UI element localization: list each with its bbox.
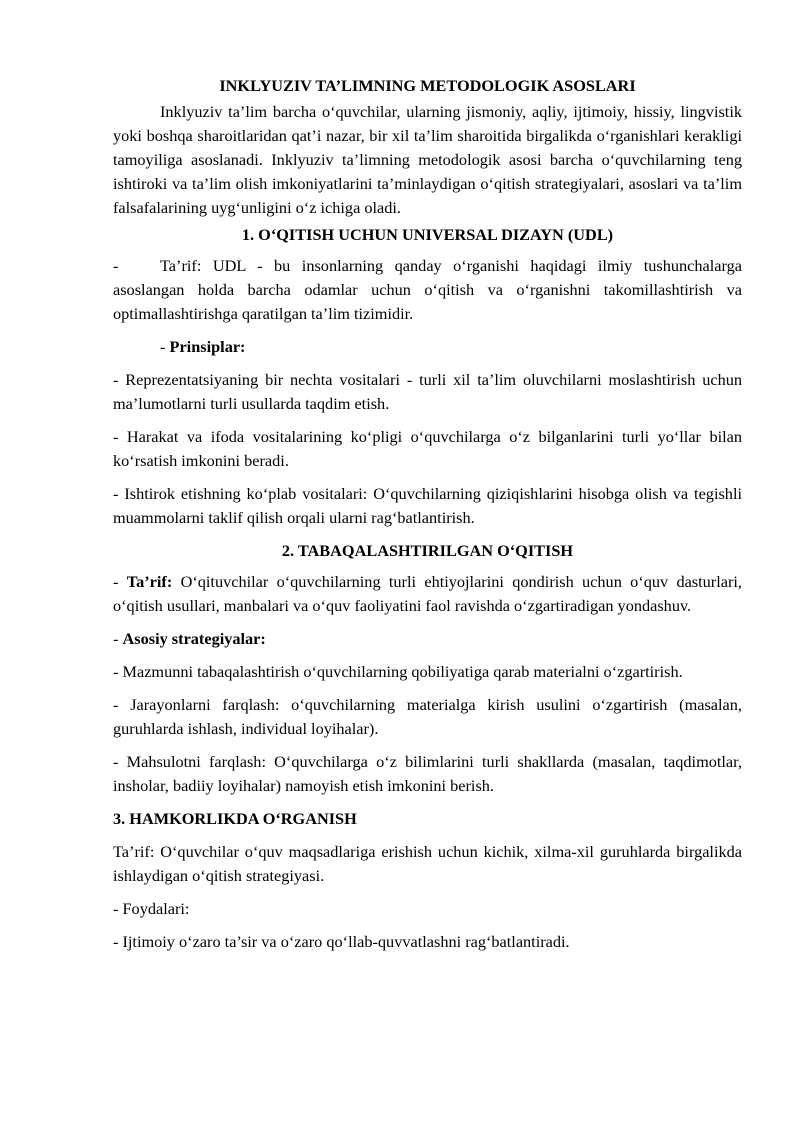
section1-item-2: - Harakat va ifoda vositalarining ko‘pligi o‘quvchilarga o‘z bilganlarini turli yo‘llar bilan ko‘rsatish imkonini beradi. [113, 427, 742, 470]
section3-heading: 3. HAMKORLIKDA O‘RGANISH [113, 809, 357, 828]
section2-item-2: - Jarayonlarni farqlash: o‘quvchilarning materialga kirish usulini o‘zgartirish (masalan, guruhlarda ishlash, individual loyihalar). [113, 695, 742, 738]
strategies-label-text: Asosiy strategiyalar: [122, 629, 266, 648]
section3-benefits-label: - Foydalari: [113, 899, 190, 918]
section2-item-3: - Mahsulotni farqlash: O‘quvchilarga o‘z bilimlarini turli shakllarda (masalan, taqdimotlar, insholar, badiiy loyihalar) namoyish etish imkonini berish. [113, 752, 742, 795]
document-title: INKLYUZIV TA’LIMNING METODOLOGIK ASOSLARI [219, 76, 636, 95]
section2-definition-text: O‘qituvchilar o‘quvchilarning turli ehtiyojlarini qondirish uchun o‘quv dasturlari, o‘qitish usullari, manbalari va o‘quv faoliyatini faol ravishda o‘zgartiradigan yondashuv. [113, 572, 742, 615]
intro-paragraph: Inklyuziv ta’lim barcha o‘quvchilar, ularning jismoniy, aqliy, ijtimoiy, hissiy, lingvistik yoki boshqa sharoitlaridan qat’i nazar, bir xil ta’lim sharoitida birgalikda o‘rganishlari kerakligi tamoyiliga asoslanadi. Inklyuziv ta’limning metodologik asosi barcha o‘quvchilarning teng ishtiroki va ta’lim olish imkoniyatlarini ta’minlaydigan o‘qitish strategiyalari, asoslari va ta’lim falsafalarining uyg‘unligini o‘z ichiga oladi. [113, 102, 742, 217]
strategies-prefix: - [113, 629, 123, 648]
principles-prefix: - [160, 337, 170, 356]
section3-definition: Ta’rif: O‘quvchilar o‘quv maqsadlariga erishish uchun kichik, xilma-xil guruhlarda birgalikda ishlaydigan o‘qitish strategiyasi. [113, 842, 742, 885]
principles-label-text: Prinsiplar: [169, 337, 246, 356]
section2-item-1: - Mazmunni tabaqalashtirish o‘quvchilarning qobiliyatiga qarab materialni o‘zgartirish. [113, 662, 683, 681]
section1-definition-dash: - [113, 256, 119, 275]
section1-principles-label [113, 335, 742, 359]
section3-item-1: - Ijtimoiy o‘zaro ta’sir va o‘zaro qo‘llab-quvvatlashni rag‘batlantiradi. [113, 932, 570, 951]
section1-item-3: - Ishtirok etishning ko‘plab vositalari: O‘quvchilarning qiziqishlarini hisobga olish va tegishli muammolarni taklif qilish orqali ularni rag‘batlantirish. [113, 484, 742, 527]
section2-strategies-label [113, 627, 742, 651]
section2-definition [113, 570, 742, 618]
section2-definition-label: Ta’rif: [126, 572, 173, 591]
section1-heading: 1. O‘QITISH UCHUN UNIVERSAL DIZAYN (UDL) [241, 225, 614, 244]
section1-definition [113, 254, 742, 326]
section1-item-1: - Reprezentatsiyaning bir nechta vositalari - turli xil ta’lim oluvchilarni moslashtirish uchun ma’lumotlarni turli usullarda taqdim etish. [113, 370, 742, 413]
section1-definition-text: Ta’rif: UDL - bu insonlarning qanday o‘rganishi haqidagi ilmiy tushunchalarga asoslangan holda barcha odamlar uchun o‘qitish va o‘rganishni takomillashtirish va optimallashtirishga qaratilgan ta’lim tizimidir. [113, 256, 742, 323]
section2-heading: 2. TABAQALASHTIRILGAN O‘QITISH [281, 541, 574, 560]
section2-definition-prefix: - [113, 572, 127, 591]
